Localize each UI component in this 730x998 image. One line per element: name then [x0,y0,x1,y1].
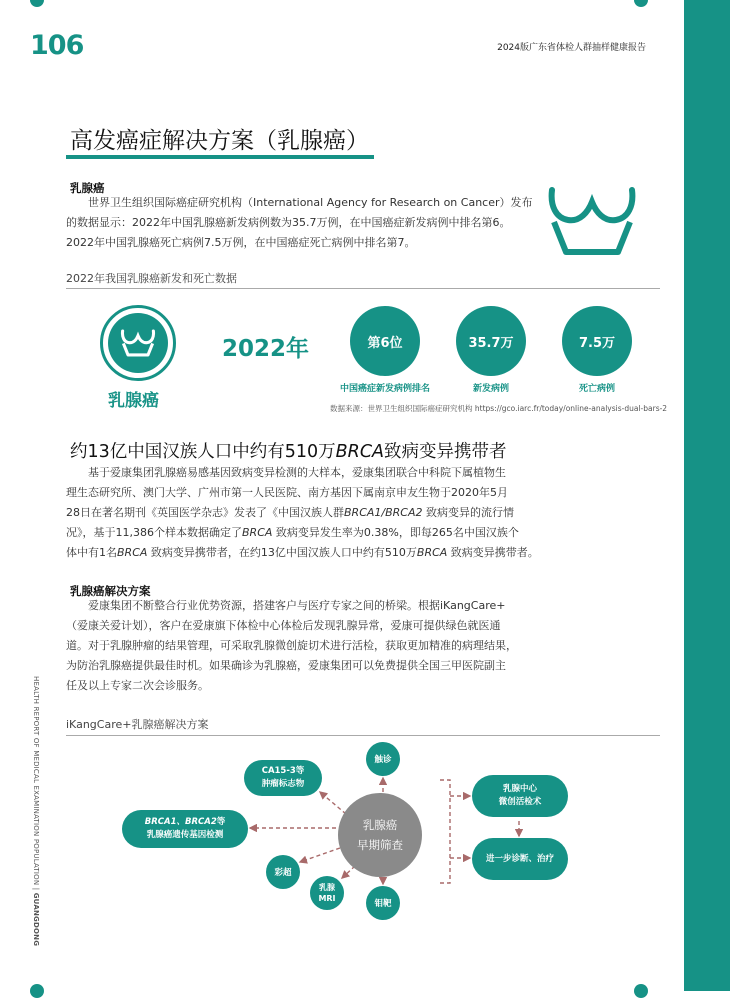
page-title: 高发癌症解决方案（乳腺癌） [70,128,369,154]
mammography-node: 钼靶 [366,886,400,920]
stat-deaths-circle: 7.5万 [562,306,632,376]
stats-section-title: 2022年我国乳腺癌新发和死亡数据 [66,272,237,285]
ultrasound-node: 彩超 [266,855,300,889]
solution-paragraph: 爱康集团不断整合行业优势资源，搭建客户与医疗专家之间的桥梁。根据iKangCare+ （爱康关爱计划），客户在爱康旗下体检中心体检后发现乳腺异常，爱康可提供绿色就医通 道。对于乳腺肿瘤的结果管理，可采取乳腺微创旋切术进行活检，获取更加精准的病理结果， 为防治乳腺癌提供最佳时机。如果确诊为乳腺癌，爱康集团可以免费提供全国三甲医院副主 任及以上专家二次会诊服务。 [66,599,517,692]
stat-deaths-caption: 死亡病例 [578,384,615,394]
year-label: 2022年 [222,336,310,362]
stat-new-cases-circle: 35.7万 [456,306,526,376]
stat-rank-circle: 第6位 [350,306,420,376]
brca-heading: 约13亿中国汉族人口中约有510万BRCA致病变异携带者 [70,442,507,462]
stat-new-cases-caption: 新发病例 [472,384,509,394]
intro-paragraph: 世界卫生组织国际癌症研究机构（International Agency for Research on Cancer）发布 的数据显示：2022年中国乳腺癌新发病例数为35.7万例，在中国癌症新发病例中排名第6。 2022年中国乳腺癌死亡病例7.5万例，在中国癌症死亡病例中排名第7。 [66,196,533,249]
cancer-label: 乳腺癌 [108,391,159,411]
brca-paragraph: 基于爱康集团乳腺癌易感基因致病变异检测的大样本，爱康集团联合中科院下属植物生 理生态研究所、澳门大学、广州市第一人民医院、南方基因下属南京申友生物于2020年5月 28日在著名期刊《英国医学杂志》发表了《中国汉族人群BRCA1/BRCA2 致病变异的流行情 况》，基于11,386个样本数据确定了BRCA 致病变异发生率为0.38%，即每265名中国汉族个 体中有1名BRCA 致病变异携带者，在约13亿中国汉族人口中约有510万BRCA 致病变异携带者。 [66,466,539,559]
side-vertical-text: HEALTH REPORT OF MEDICAL EXAMINATION POPULATION | GUANGDONG [32,676,40,947]
solution-heading: 乳腺癌解决方案 [70,584,151,598]
ca153-node: CA15-3等 肿瘤标志物 [244,760,322,796]
breast-center-node: 乳腺中心 微创活检术 [472,775,568,817]
further-diagnosis-node: 进一步诊断、治疗 [472,838,568,880]
stat-rank-caption: 中国癌症新发病例排名 [339,384,430,394]
diagram-section-title: iKangCare+乳腺癌解决方案 [66,718,209,731]
mri-node: 乳腺 MRI [310,876,344,910]
palpation-node: 触诊 [366,742,400,776]
data-source: 数据来源：世界卫生组织国际癌症研究机构 https://gco.iarc.fr/today/online-analysis-dual-bars-2 [330,404,668,413]
intro-heading: 乳腺癌 [70,181,105,195]
center-circle: 乳腺癌 早期筛查 [338,793,422,877]
report-title: 2024版广东省体检人群抽样健康报告 [497,43,646,53]
brca-test-node: BRCA1、BRCA2等 乳腺癌遗传基因检测 [122,810,248,848]
page-number: 106 [30,30,84,61]
